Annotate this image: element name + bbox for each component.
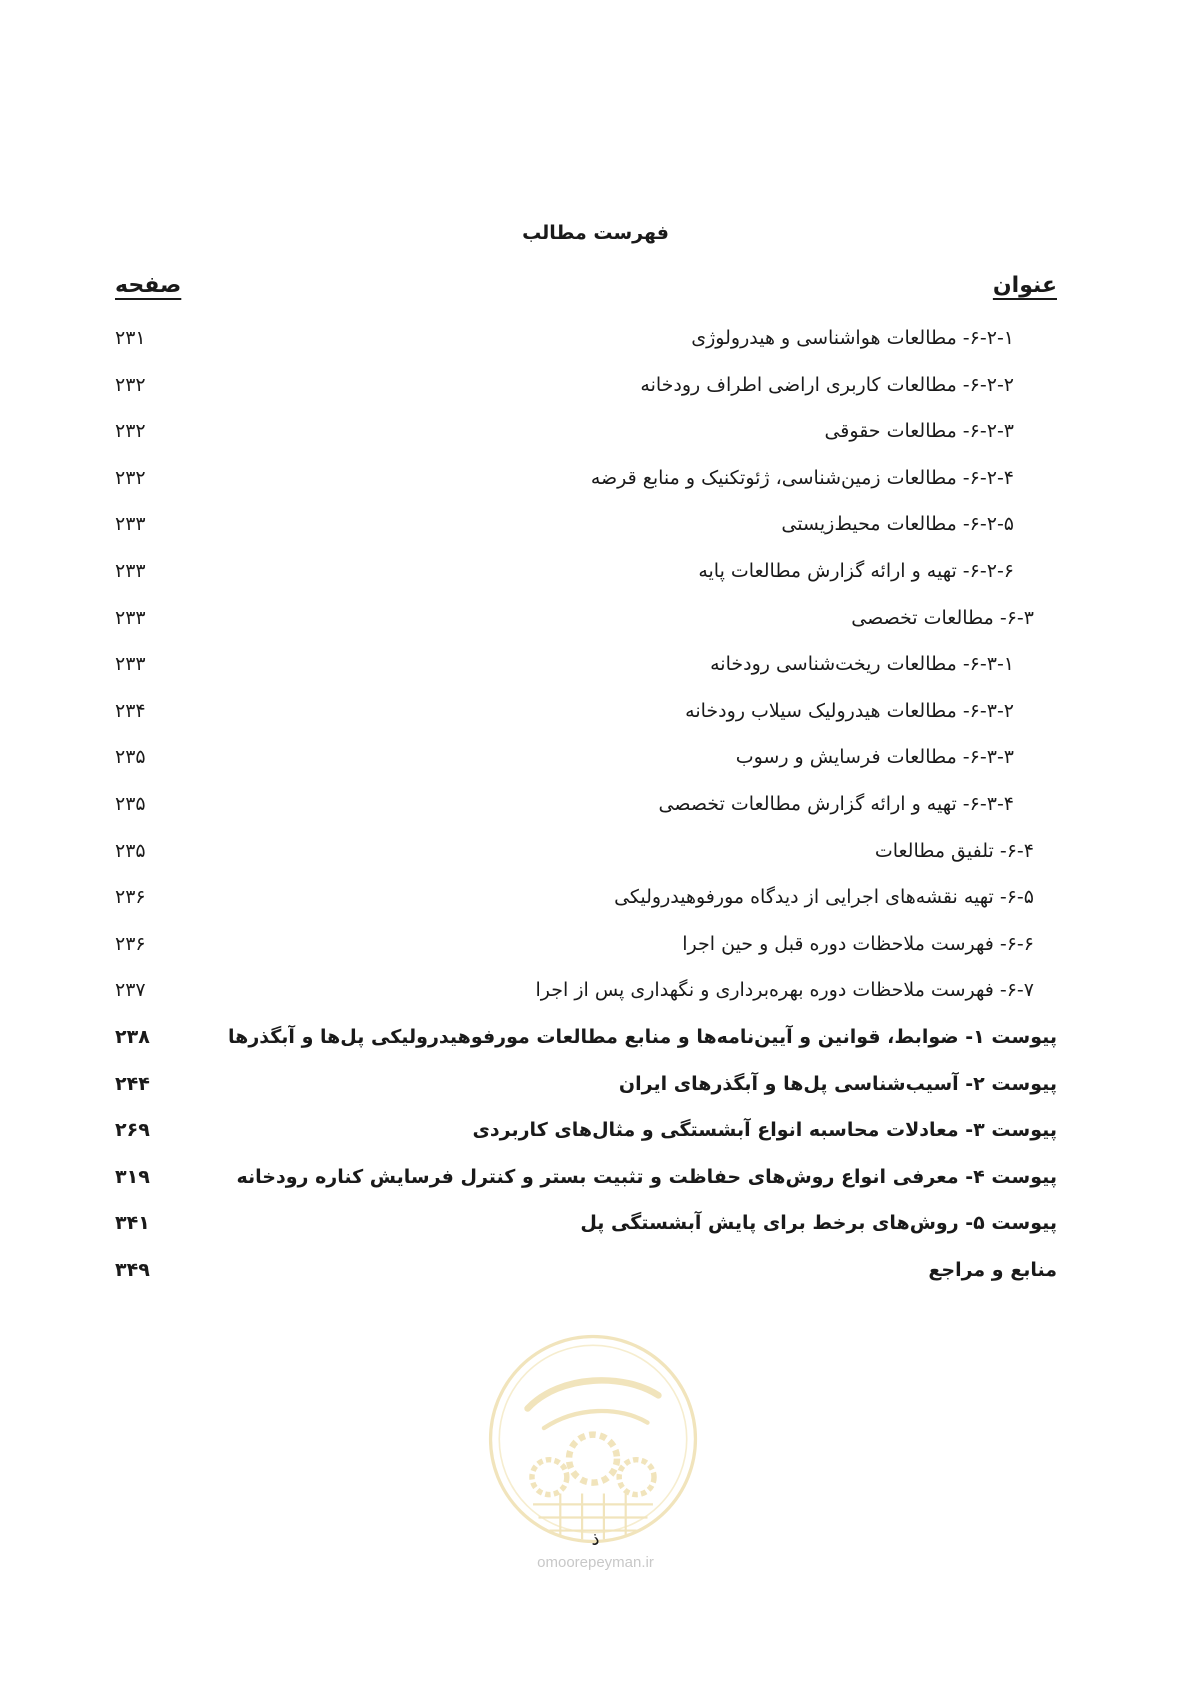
- toc-entry-page: ۲۳۲: [115, 420, 146, 443]
- toc-entry: [0, 734, 1191, 781]
- toc-entry: [0, 688, 1191, 735]
- toc-entry-page: ۲۳۳: [115, 653, 146, 676]
- toc-entry-page: ۳۴۹: [115, 1258, 150, 1281]
- toc-entry-page: ۲۳۱: [115, 327, 146, 349]
- toc-entry-page: ۲۳۳: [115, 559, 146, 582]
- toc-entry-page: ۲۳۴: [115, 699, 146, 722]
- toc-entry-title: ۶-۷- فهرست ملاحظات دوره بهره‌برداری و نگهداری پس از اجرا: [535, 979, 1034, 1002]
- toc-entry-page: ۲۳۶: [115, 886, 146, 909]
- toc-entry: [0, 781, 1191, 828]
- watermark-url: omoorepeyman.ir: [537, 1554, 654, 1571]
- toc-entry: [0, 921, 1191, 968]
- toc-entry-title: ۶-۲-۱- مطالعات هواشناسی و هیدرولوژی: [691, 327, 1014, 349]
- toc-entry-page: ۲۳۵: [115, 839, 146, 862]
- toc-entry: [0, 408, 1191, 455]
- toc-entry-page: ۲۳۵: [115, 792, 146, 815]
- toc-entry-title: ۶-۴- تلفیق مطالعات: [874, 839, 1034, 862]
- page-column-header: صفحه: [115, 273, 182, 298]
- toc-entry-page: ۲۴۴: [115, 1072, 150, 1095]
- toc-entry: [0, 1200, 1191, 1247]
- toc-entry: [0, 548, 1191, 595]
- toc-entry: [0, 1061, 1191, 1108]
- table-of-contents: [0, 315, 1191, 1293]
- toc-entry-page: ۲۳۳: [115, 606, 146, 629]
- toc-entry-page: ۲۳۵: [115, 746, 146, 769]
- toc-entry-title: ۶-۶- فهرست ملاحظات دوره قبل و حین اجرا: [682, 932, 1034, 955]
- toc-entry-page: ۲۳۸: [115, 1025, 150, 1048]
- toc-entry-page: ۲۳۶: [115, 932, 146, 955]
- toc-entry: [0, 501, 1191, 548]
- toc-entry-title: ۶-۵- تهیه نقشه‌های اجرایی از دیدگاه مورفوهیدرولیکی: [614, 886, 1034, 909]
- toc-entry-title: پیوست ۵- روش‌های برخط برای پایش آبشستگی پل: [580, 1212, 1057, 1235]
- toc-entry-page: ۳۱۹: [115, 1165, 150, 1188]
- toc-entry-page: ۳۴۱: [115, 1212, 150, 1235]
- toc-entry-page: ۲۳۳: [115, 513, 146, 536]
- toc-entry: [0, 315, 1191, 362]
- toc-entry: [0, 455, 1191, 502]
- toc-entry: [0, 1247, 1191, 1294]
- toc-entry-title: پیوست ۲- آسیب‌شناسی پل‌ها و آبگذرهای ایران: [618, 1072, 1057, 1095]
- toc-entry: [0, 595, 1191, 642]
- toc-entry-title: پیوست ۱- ضوابط، قوانین و آیین‌نامه‌ها و منابع مطالعات مورفوهیدرولیکی پل‌ها و آبگذرها: [228, 1025, 1057, 1048]
- toc-entry-page: ۲۳۲: [115, 373, 146, 396]
- toc-entry: [0, 1014, 1191, 1061]
- toc-entry-page: ۲۳۲: [115, 466, 146, 489]
- toc-entry-title: ۶-۳-۲- مطالعات هیدرولیک سیلاب رودخانه: [685, 699, 1014, 722]
- toc-entry-title: ۶-۲-۴- مطالعات زمین‌شناسی، ژئوتکنیک و منابع قرضه: [590, 466, 1014, 489]
- toc-entry-title: ۶-۳- مطالعات تخصصی: [851, 606, 1034, 629]
- toc-entry-title: ۶-۳-۱- مطالعات ریخت‌شناسی رودخانه: [710, 653, 1014, 676]
- toc-entry: [0, 1107, 1191, 1154]
- watermark-logo-icon: [484, 1330, 702, 1548]
- toc-entry-title: ۶-۲-۵- مطالعات محیط‌زیستی: [781, 513, 1014, 536]
- toc-entry-title: ۶-۲-۲- مطالعات کاربری اراضی اطراف رودخانه: [640, 373, 1014, 396]
- toc-entry-title: ۶-۲-۶- تهیه و ارائه گزارش مطالعات پایه: [698, 559, 1014, 582]
- toc-entry-page: ۲۶۹: [115, 1119, 150, 1142]
- toc-entry: [0, 874, 1191, 921]
- page-title: فهرست مطالب: [522, 222, 669, 244]
- toc-entry: [0, 641, 1191, 688]
- toc-entry-title: منابع و مراجع: [928, 1258, 1057, 1281]
- toc-entry-title: پیوست ۴- معرفی انواع روش‌های حفاظت و تثبیت بستر و کنترل فرسایش کناره رودخانه: [236, 1165, 1057, 1188]
- toc-entry: [0, 828, 1191, 875]
- toc-entry-title: ۶-۳-۳- مطالعات فرسایش و رسوب: [735, 746, 1014, 769]
- toc-entry-title: ۶-۲-۳- مطالعات حقوقی: [824, 420, 1014, 443]
- toc-entry-title: پیوست ۳- معادلات محاسبه انواع آبشستگی و مثال‌های کاربردی: [472, 1119, 1057, 1142]
- page-number: ذ: [591, 1529, 600, 1550]
- toc-entry: [0, 362, 1191, 409]
- toc-entry-page: ۲۳۷: [115, 979, 146, 1002]
- toc-entry: [0, 1154, 1191, 1201]
- title-column-header: عنوان: [992, 273, 1057, 298]
- toc-entry-title: ۶-۳-۴- تهیه و ارائه گزارش مطالعات تخصصی: [658, 792, 1014, 815]
- toc-entry: [0, 967, 1191, 1014]
